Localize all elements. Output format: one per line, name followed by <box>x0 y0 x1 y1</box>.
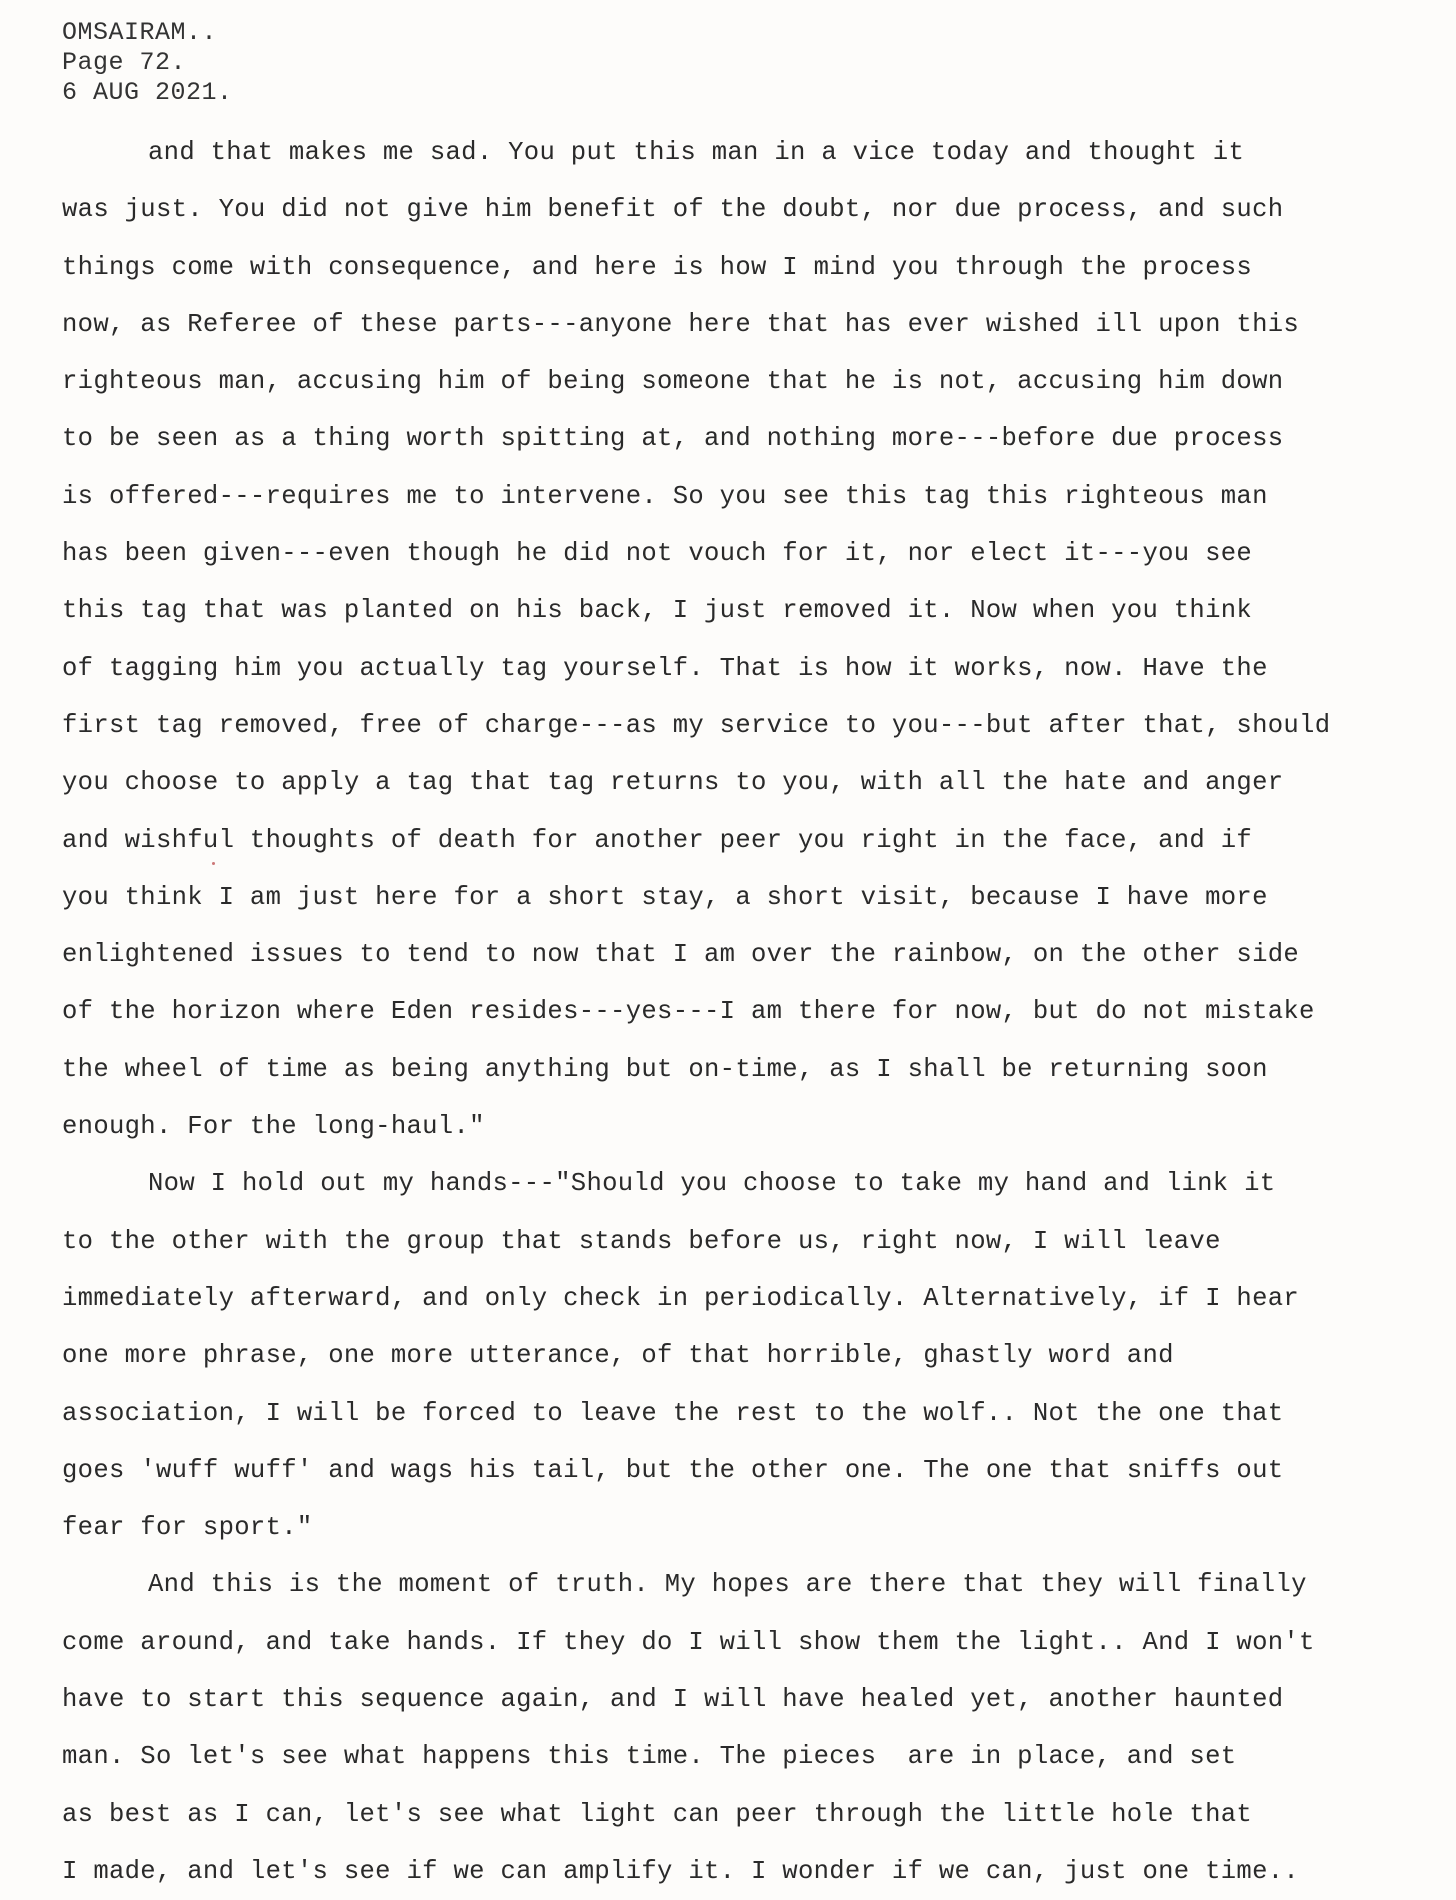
body-line: of tagging him you actually tag yourself. That is how it works, now. Have the <box>62 653 1268 683</box>
body-line: the wheel of time as being anything but on-time, as I shall be returning soon <box>62 1054 1268 1084</box>
body-line: immediately afterward, and only check in periodically. Alternatively, if I hear <box>62 1283 1300 1313</box>
body-line: fear for sport." <box>62 1513 313 1543</box>
body-line: enough. For the long-haul." <box>62 1112 485 1142</box>
page-body <box>62 124 1452 1900</box>
body-line: is offered---requires me to intervene. So you see this tag this righteous man <box>62 481 1268 511</box>
body-line: goes 'wuff wuff' and wags his tail, but the other one. The one that sniffs out <box>62 1455 1284 1485</box>
page-header <box>62 18 233 108</box>
body-line: now, as Referee of these parts---anyone here that has ever wished ill upon this <box>62 309 1300 339</box>
body-line: you think I am just here for a short stay, a short visit, because I have more <box>62 882 1268 912</box>
body-line: enlightened issues to tend to now that I am over the rainbow, on the other side <box>62 940 1300 970</box>
body-line: to the other with the group that stands before us, right now, I will leave <box>62 1226 1221 1256</box>
body-line: and that makes me sad. You put this man in a vice today and thought it <box>148 138 1245 167</box>
body-line: Now I hold out my hands---"Should you choose to take my hand and link it <box>148 1169 1276 1199</box>
body-line: to be seen as a thing worth spitting at, and nothing more---before due process <box>62 424 1284 454</box>
body-line: come around, and take hands. If they do I will show them the light.. And I won't <box>62 1627 1315 1657</box>
body-line: has been given---even though he did not vouch for it, nor elect it---you see <box>62 539 1253 569</box>
body-line: And this is the moment of truth. My hopes are there that they will finally <box>148 1570 1307 1600</box>
body-line: of the horizon where Eden resides---yes---I am there for now, but do not mistake <box>62 997 1315 1027</box>
body-line: I made, and let's see if we can amplify it. I wonder if we can, just one time.. <box>62 1856 1300 1886</box>
body-line: and wishful thoughts of death for another peer you right in the face, and if <box>62 825 1253 855</box>
body-line: have to start this sequence again, and I will have healed yet, another haunted <box>62 1685 1284 1715</box>
body-line: righteous man, accusing him of being someone that he is not, accusing him down <box>62 367 1284 397</box>
body-line: first tag removed, free of charge---as my service to you---but after that, should <box>62 710 1331 740</box>
ink-speck <box>212 862 215 865</box>
body-line: was just. You did not give him benefit of the doubt, nor due process, and such <box>62 195 1284 225</box>
body-line: as best as I can, let's see what light can peer through the little hole that <box>62 1799 1253 1829</box>
body-line: this tag that was planted on his back, I just removed it. Now when you think <box>62 596 1253 626</box>
header-page-number: Page 72. <box>62 48 187 77</box>
body-line: man. So let's see what happens this time. The pieces are in place, and set <box>62 1742 1237 1772</box>
header-title: OMSAIRAM.. <box>62 18 218 47</box>
body-line: you choose to apply a tag that tag returns to you, with all the hate and anger <box>62 768 1284 798</box>
body-line: one more phrase, one more utterance, of that horrible, ghastly word and <box>62 1341 1174 1371</box>
body-line: association, I will be forced to leave the rest to the wolf.. Not the one that <box>62 1398 1284 1428</box>
body-line: things come with consequence, and here is how I mind you through the process <box>62 252 1253 282</box>
header-date: 6 AUG 2021. <box>62 78 233 107</box>
